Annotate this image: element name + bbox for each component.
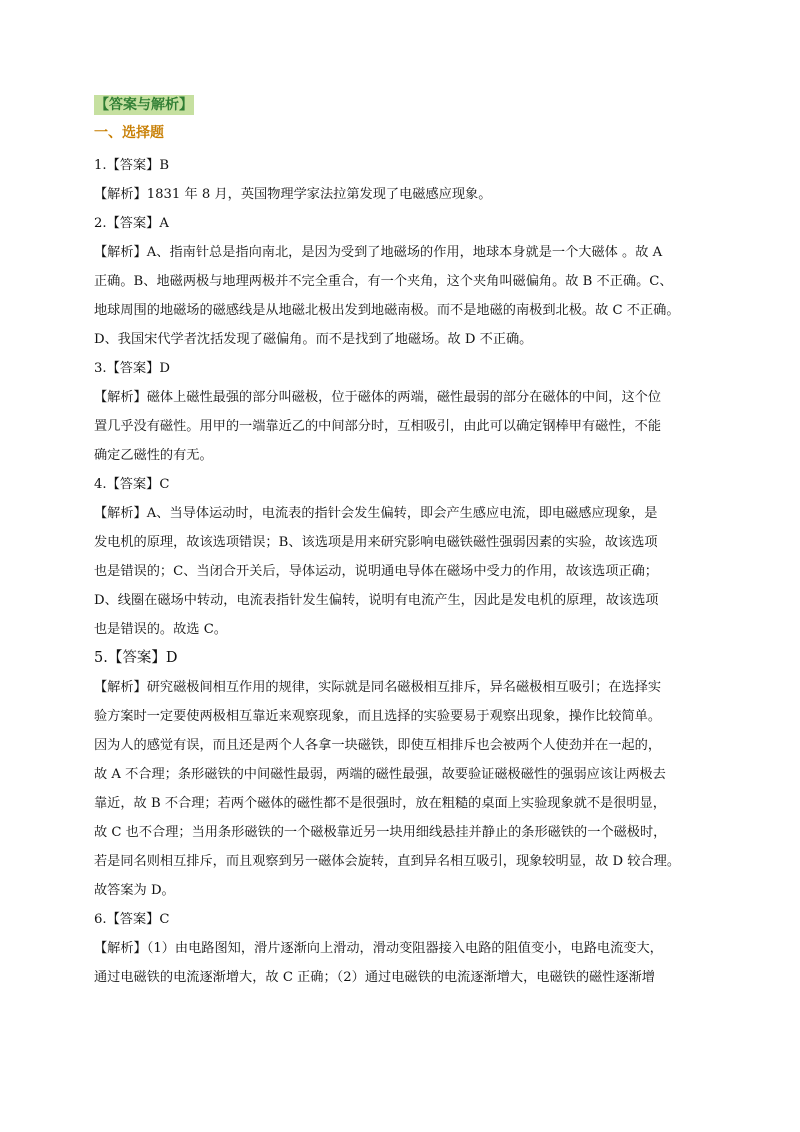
section-title: 一、选择题 <box>94 125 164 141</box>
answer-item <box>94 151 714 209</box>
explanation-line: 若是同名则相互排斥，而且观察到另一磁体会旋转，直到异名相互吸引，现象较明显，故 D 较合理。 <box>94 854 681 869</box>
explanation-line: 置几乎没有磁性。用甲的一端靠近乙的中间部分时，互相吸引，由此可以确定钢棒甲有磁性，不能 <box>94 419 662 434</box>
explanation-line: 靠近，故 B 不合理；若两个磁体的磁性都不是很强时，放在粗糙的桌面上实验现象就不是很明显， <box>94 796 666 811</box>
explanation-line: D、我国宋代学者沈括发现了磁偏角。而不是找到了地磁场。故 D 不正确。 <box>94 332 533 347</box>
explanation-line: D、线圈在磁场中转动，电流表指针发生偏转，说明有电流产生，因此是发电机的原理，故该选项 <box>94 593 659 608</box>
explanation-line: 【解析】A、指南针总是指向南北，是因为受到了地磁场的作用，地球本身就是一个大磁体 。故 A <box>94 245 663 260</box>
answer-label: 2.【答案】A <box>94 216 169 231</box>
answer-item <box>94 209 714 354</box>
explanation-line: 验方案时一定要使两极相互靠近来观察现象，而且选择的实验要易于观察出现象，操作比较简单。 <box>94 709 662 724</box>
explanation-line: 故 C 也不合理；当用条形磁铁的一个磁极靠近另一块用细线悬挂并静止的条形磁铁的一个磁极时， <box>94 825 667 840</box>
explanation-line: 因为人的感觉有误，而且还是两个人各拿一块磁铁，即使互相排斥也会被两个人使劲并在一起的， <box>94 738 662 753</box>
answer-item <box>94 354 714 470</box>
explanation-line: 【解析】研究磁极间相互作用的规律，实际就是同名磁极相互排斥，异名磁极相互吸引；在选择实 <box>94 680 662 695</box>
answer-label: 4.【答案】C <box>94 477 170 492</box>
explanation-line: 地球周围的地磁场的磁感线是从地磁北极出发到地磁南极。而不是地磁的南极到北极。故 C 不正确。 <box>94 303 680 318</box>
explanation-line: 【解析】磁体上磁性最强的部分叫磁极，位于磁体的两端，磁性最弱的部分在磁体的中间，这个位 <box>94 390 662 405</box>
explanation-line: 故答案为 D。 <box>94 883 175 898</box>
answer-item <box>94 644 714 905</box>
answer-item <box>94 905 714 992</box>
answer-label: 5.【答案】D <box>94 650 178 666</box>
answer-list <box>94 151 714 992</box>
explanation-line: 故 A 不合理；条形磁铁的中间磁性最弱，两端的磁性最强，故要验证磁极磁性的强弱应该让两极去 <box>94 767 666 782</box>
explanation-line: 也是错误的；C、当闭合开关后，导体运动，说明通电导体在磁场中受力的作用，故该选项正确； <box>94 564 658 579</box>
explanation-line: 【解析】（1）由电路图知，滑片逐渐向上滑动，滑动变阻器接入电路的阻值变小，电路电流变大， <box>94 941 663 956</box>
explanation-line: 通过电磁铁的电流逐渐增大，故 C 正确；（2）通过电磁铁的电流逐渐增大，电磁铁的磁性逐渐增 <box>94 970 655 985</box>
explanation-line: 正确。B、地磁两极与地理两极并不完全重合，有一个夹角，这个夹角叫磁偏角。故 B 不正确。C、 <box>94 274 673 289</box>
explanation-line: 【解析】1831 年 8 月，英国物理学家法拉第发现了电磁感应现象。 <box>94 187 492 202</box>
answer-label: 6.【答案】C <box>94 912 170 927</box>
answer-label: 3.【答案】D <box>94 361 170 376</box>
answer-header-tag: 【答案与解析】 <box>95 97 193 113</box>
answer-item <box>94 470 714 644</box>
answer-label: 1.【答案】B <box>94 158 170 173</box>
explanation-line: 也是错误的。故选 C。 <box>94 622 227 637</box>
explanation-line: 确定乙磁性的有无。 <box>94 448 213 463</box>
answer-page <box>94 94 714 992</box>
explanation-line: 发电机的原理，故该选项错误；B、该选项是用来研究影响电磁铁磁性强弱因素的实验，故该选项 <box>94 535 658 550</box>
explanation-line: 【解析】A、当导体运动时，电流表的指针会发生偏转，即会产生感应电流，即电磁感应现象，是 <box>94 506 658 521</box>
